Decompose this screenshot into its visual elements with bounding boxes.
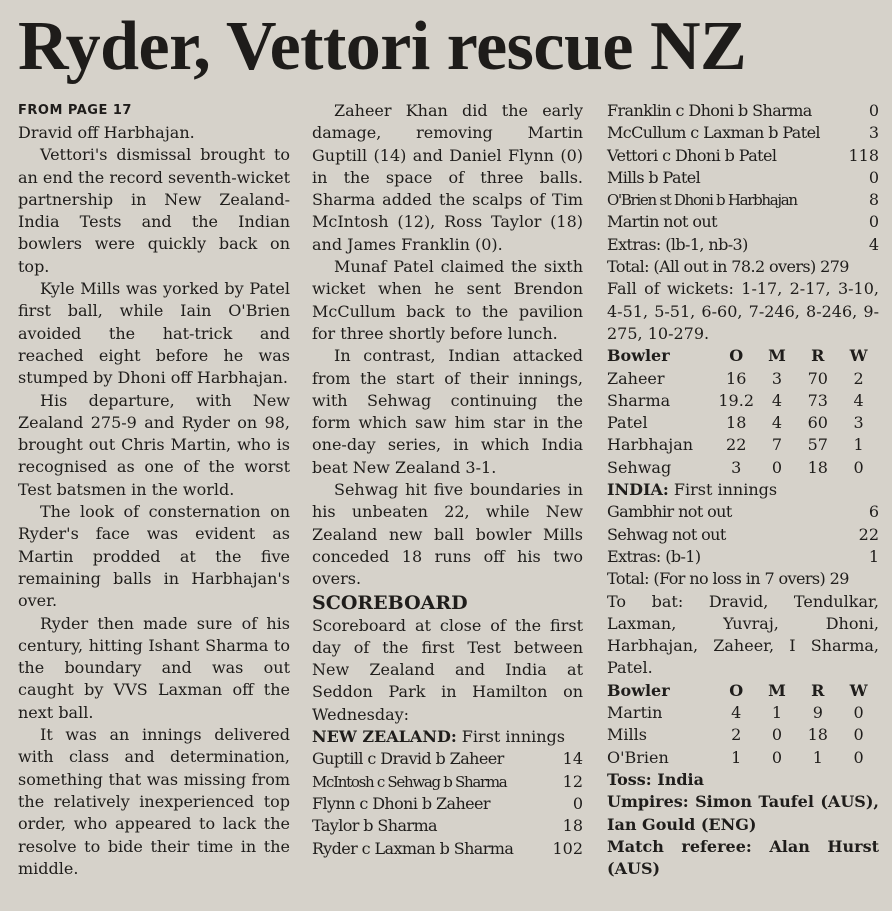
bowler-name: Patel xyxy=(607,413,648,433)
bowler-name: Mills xyxy=(607,725,647,745)
batsman-name: Guptill c Dravid b Zaheer xyxy=(312,749,504,769)
batsman-name: Vettori c Dhoni b Patel xyxy=(607,145,777,165)
batting-row xyxy=(607,100,879,122)
paragraph: It was an innings delivered with class and determination, something that was missing from the relatively inexperienced top order, who appeared to lack the resolve to bide their time in the middle. xyxy=(18,725,290,878)
table-row xyxy=(607,724,879,746)
batting-row xyxy=(312,793,583,815)
batting-row xyxy=(312,771,583,793)
bowler-header: Bowler xyxy=(607,680,670,700)
overs: 4 xyxy=(731,703,742,723)
batsman-name: Martin not out xyxy=(607,212,717,232)
runs: 18 xyxy=(807,725,828,745)
batsman-name: Franklin c Dhoni b Sharma xyxy=(607,101,812,120)
batsman-name: Mills b Patel xyxy=(607,167,701,187)
table-header-row xyxy=(607,680,879,702)
paragraph: His departure, with New Zealand 275-9 and Ryder on 98, brought out Chris Martin, who is recognised as one of the worst Test batsmen in the world. xyxy=(18,390,290,499)
wickets: 0 xyxy=(853,725,864,745)
extras-runs: 4 xyxy=(868,234,879,254)
maidens: 0 xyxy=(771,725,783,745)
india-bowling-table xyxy=(607,345,879,479)
wickets: 3 xyxy=(853,413,864,433)
table-row xyxy=(607,368,879,390)
batting-row xyxy=(607,211,879,233)
extras-label: Extras: (lb-1, nb-3) xyxy=(607,234,748,254)
runs: 57 xyxy=(807,435,828,455)
extras-row xyxy=(607,546,879,568)
wickets: 1 xyxy=(853,435,864,455)
wickets: 2 xyxy=(853,368,864,388)
batsman-runs: 0 xyxy=(868,101,879,120)
scoreboard-heading: SCOREBOARD xyxy=(312,591,468,614)
extras-row xyxy=(607,234,879,256)
bowler-name: Zaheer xyxy=(607,368,665,388)
innings-heading xyxy=(312,726,583,748)
overs-header: O xyxy=(729,346,744,366)
runs: 18 xyxy=(807,457,828,477)
batsman-runs: 3 xyxy=(868,123,879,143)
paragraph: In contrast, Indian attacked from the start of their innings, with Sehwag continuing the form which saw him star in the one-day series, in which India beat New Zealand 3-1. xyxy=(312,346,583,477)
scoreboard-intro: Scoreboard at close of the first day of the first Test between New Zealand and India at Seddon Park in Hamilton on Wednesday: xyxy=(312,615,583,724)
batsman-name: Flynn c Dhoni b Zaheer xyxy=(312,793,490,813)
batsman-runs: 18 xyxy=(562,816,583,836)
bowler-name: Sehwag xyxy=(607,457,672,477)
innings-heading xyxy=(607,479,879,501)
wickets: 0 xyxy=(853,457,864,477)
maidens: 0 xyxy=(771,747,783,767)
runs: 70 xyxy=(807,368,828,388)
wickets: 0 xyxy=(853,747,864,767)
total-row xyxy=(607,568,879,590)
batsman-runs: 8 xyxy=(868,190,879,210)
batsman-runs: 12 xyxy=(562,771,583,791)
wickets: 4 xyxy=(853,390,864,410)
paragraph: Vettori's dismissal brought to an end the record seventh-wicket partnership in New Zealand-India Tests and the Indian bowlers were quickly back on top. xyxy=(18,145,291,276)
bowler-header: Bowler xyxy=(607,346,670,366)
batting-row xyxy=(607,122,879,144)
paragraph: Zaheer Khan did the early damage, removing Martin Guptill (14) and Daniel Flynn (0) in the space of three balls. Sharma added the scalps of Tim McIntosh (12), Ross Taylor (18) and James Franklin (0). xyxy=(312,101,583,254)
maidens: 0 xyxy=(771,457,783,477)
maidens: 4 xyxy=(771,390,783,410)
batsman-name: McIntosh c Sehwag b Sharma xyxy=(312,772,507,791)
toss: Toss: India xyxy=(607,769,704,789)
fall-of-wickets: Fall of wickets: 1-17, 2-17, 3-10, 4-51, 5-51, 6-60, 7-246, 8-246, 9-275, 10-279. xyxy=(607,279,879,343)
maidens: 1 xyxy=(771,703,783,723)
overs: 2 xyxy=(731,725,742,745)
batsman-name: O'Brien st Dhoni b Harbhajan xyxy=(607,191,797,210)
runs-header: R xyxy=(811,346,825,366)
maidens: 7 xyxy=(771,435,783,455)
table-row xyxy=(607,702,879,724)
batting-row xyxy=(312,815,583,837)
maidens-header: M xyxy=(768,680,786,700)
batsman-runs: 22 xyxy=(858,524,879,544)
nz-innings-label-rest: First innings xyxy=(456,727,565,747)
batting-row xyxy=(312,838,583,860)
bowler-name: Harbhajan xyxy=(607,435,694,455)
paragraph: The look of consternation on Ryder's face was evident as Martin prodded at the five remaining balls in Harbhajan's over. xyxy=(18,502,290,611)
scoreboard-column-3 xyxy=(607,100,879,880)
overs: 16 xyxy=(726,368,747,388)
batting-row xyxy=(607,501,879,523)
batsman-runs: 14 xyxy=(562,749,583,769)
to-bat: To bat: Dravid, Tendulkar, Laxman, Yuvraj, Dhoni, Harbhajan, Zaheer, I Sharma, Patel. xyxy=(607,591,879,678)
batting-row xyxy=(607,167,879,189)
table-header-row xyxy=(607,345,879,367)
bowler-name: Sharma xyxy=(607,390,671,410)
batsman-name: Taylor b Sharma xyxy=(312,816,437,836)
batting-row xyxy=(607,189,879,211)
batsman-runs: 102 xyxy=(552,838,583,858)
bowler-name: Martin xyxy=(607,703,663,723)
runs-header: R xyxy=(811,680,825,700)
india-innings-label: INDIA: xyxy=(607,480,669,500)
overs: 1 xyxy=(731,747,742,767)
batting-row xyxy=(312,748,583,770)
wickets: 0 xyxy=(853,703,864,723)
batsman-name: McCullum c Laxman b Patel xyxy=(607,123,820,143)
nz-innings-label: NEW ZEALAND: xyxy=(312,727,457,747)
overs: 22 xyxy=(726,435,747,455)
batsman-name: Gambhir not out xyxy=(607,502,732,522)
table-row xyxy=(607,412,879,434)
paragraph: Ryder then made sure of his century, hitting Ishant Sharma to the boundary and was out caught by VVS Laxman off the next ball. xyxy=(18,613,290,722)
india-total: Total: (For no loss in 7 overs) 29 xyxy=(607,569,849,589)
paragraph: Sehwag hit five boundaries in his unbeaten 22, while New Zealand new ball bowler Mills conceded 18 runs off his two overs. xyxy=(312,480,583,589)
wickets-header: W xyxy=(849,346,868,366)
overs: 18 xyxy=(726,413,747,433)
extras-runs: 1 xyxy=(868,546,879,566)
table-row xyxy=(607,747,879,769)
article-column-2 xyxy=(312,100,583,860)
batsman-runs: 118 xyxy=(848,145,879,165)
maidens: 3 xyxy=(771,368,783,388)
batsman-runs: 0 xyxy=(572,793,583,813)
runs: 9 xyxy=(812,703,823,723)
batsman-name: Sehwag not out xyxy=(607,524,726,544)
table-row xyxy=(607,434,879,456)
bowler-name: O'Brien xyxy=(607,747,669,767)
nz-bowling-table xyxy=(607,680,879,769)
overs-header: O xyxy=(729,680,744,700)
overs: 3 xyxy=(731,457,742,477)
runs: 73 xyxy=(807,390,828,410)
paragraph: Munaf Patel claimed the sixth wicket when he sent Brendon McCullum back to the pavilion for three shortly before lunch. xyxy=(312,257,583,343)
maidens-header: M xyxy=(768,346,786,366)
batsman-name: Ryder c Laxman b Sharma xyxy=(312,838,514,858)
wickets-header: W xyxy=(849,680,868,700)
table-row xyxy=(607,390,879,412)
batsman-runs: 0 xyxy=(868,167,879,187)
nz-total: Total: (All out in 78.2 overs) 279 xyxy=(607,257,849,277)
match-referee: Match referee: Alan Hurst (AUS) xyxy=(607,836,879,879)
total-row xyxy=(607,256,879,278)
india-innings-label-rest: First innings xyxy=(668,480,778,500)
batting-row xyxy=(607,524,879,546)
article-column-1 xyxy=(18,100,290,880)
from-page-label: FROM PAGE 17 xyxy=(18,103,132,118)
paragraph: Dravid off Harbhajan. xyxy=(18,123,195,142)
umpires: Umpires: Simon Taufel (AUS), Ian Gould (ENG) xyxy=(607,792,879,834)
runs: 1 xyxy=(812,747,823,767)
extras-label: Extras: (b-1) xyxy=(607,546,701,566)
batsman-runs: 6 xyxy=(868,502,879,522)
maidens: 4 xyxy=(771,413,783,433)
headline: Ryder, Vettori rescue NZ xyxy=(18,8,747,85)
paragraph: Kyle Mills was yorked by Patel first ball, while Iain O'Brien avoided the hat-trick and reached eight before he was stumped by Dhoni off Harbhajan. xyxy=(18,279,290,388)
runs: 60 xyxy=(807,413,828,433)
table-row xyxy=(607,457,879,479)
batting-row xyxy=(607,145,879,167)
batsman-runs: 0 xyxy=(868,212,879,232)
overs: 19.2 xyxy=(718,390,754,410)
